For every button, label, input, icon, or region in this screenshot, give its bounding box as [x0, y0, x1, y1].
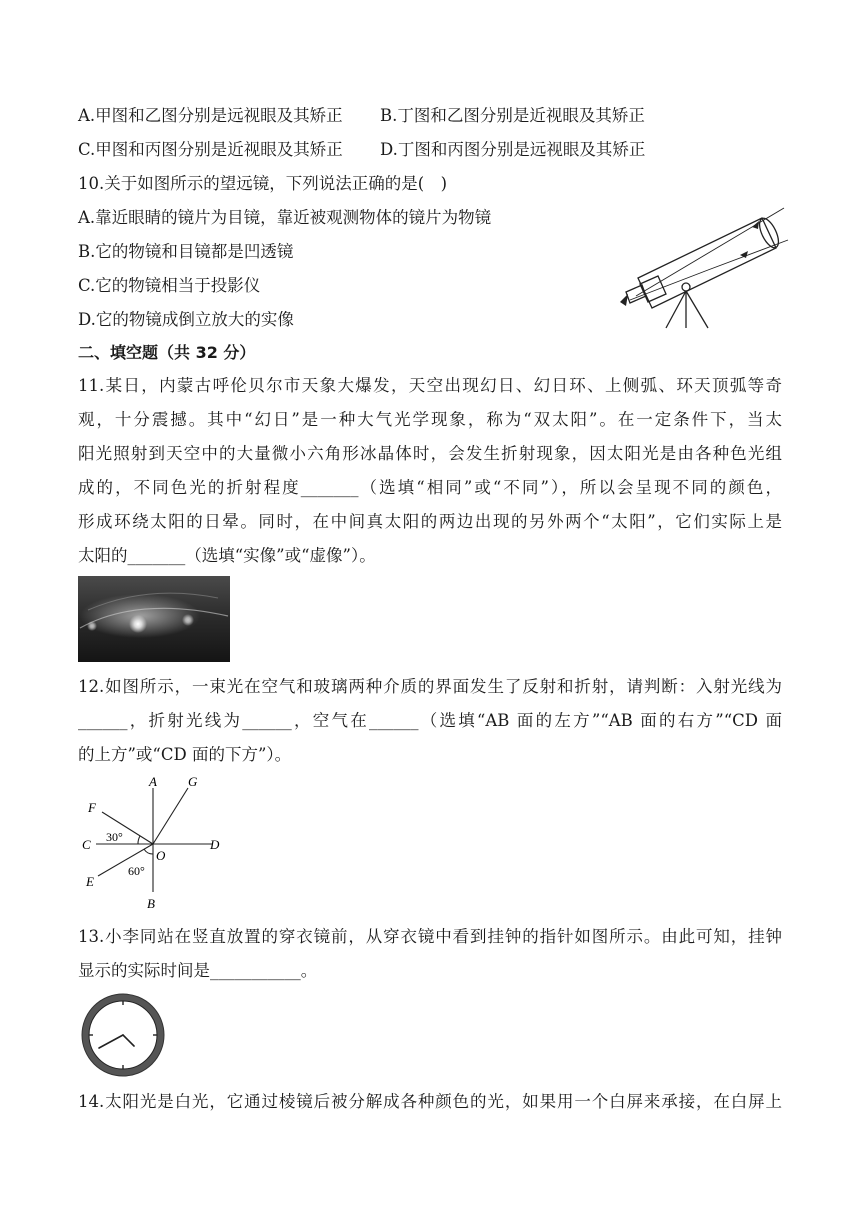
- q9-option-b: B.丁图和乙图分别是近视眼及其矫正: [380, 106, 645, 125]
- label-A: A: [149, 774, 157, 789]
- q9-option-d: D.丁图和丙图分别是远视眼及其矫正: [380, 140, 646, 159]
- mirror-clock: [78, 990, 168, 1080]
- section-heading: 二、填空题（共 32 分）: [78, 343, 256, 362]
- refraction-diagram: [78, 774, 238, 914]
- q10-option-c: C.它的物镜相当于投影仪: [78, 276, 261, 295]
- q11-line-4: 成的，不同色光的折射程度_______（选填“相同”或“不同”），所以会呈现不同的颜色，: [78, 478, 782, 497]
- sun-halo-photo: [78, 576, 230, 662]
- label-G: G: [188, 774, 198, 789]
- q10-option-d: D.它的物镜成倒立放大的实像: [78, 310, 294, 329]
- q14-line-1: 14.太阳光是白光，它通过棱镜后被分解成各种颜色的光，如果用一个白屏来承接，在白屏上: [78, 1092, 782, 1111]
- angle-30: 30°: [106, 830, 123, 844]
- label-F: F: [88, 800, 96, 815]
- q12-line-1: 12.如图所示，一束光在空气和玻璃两种介质的界面发生了反射和折射，请判断：入射光线为: [78, 677, 782, 696]
- q11-line-1: 11.某日，内蒙古呼伦贝尔市天象大爆发，天空出现幻日、幻日环、上侧弧、环天顶弧等奇: [78, 376, 782, 395]
- label-B: B: [147, 896, 155, 911]
- q11-line-2: 观，十分震撼。其中“幻日”是一种大气光学现象，称为“双太阳”。在一定条件下，当太: [78, 410, 782, 429]
- q9-option-c: C.甲图和丙图分别是近视眼及其矫正: [78, 140, 343, 159]
- q10-option-b: B.它的物镜和目镜都是凹透镜: [78, 242, 294, 261]
- q11-line-3: 阳光照射到天空中的大量微小六角形冰晶体时，会发生折射现象，因太阳光是由各种色光组: [78, 444, 782, 463]
- q13-line-1: 13.小李同站在竖直放置的穿衣镜前，从穿衣镜中看到挂钟的指针如图所示。由此可知，挂钟: [78, 927, 782, 946]
- q11-line-5: 形成环绕太阳的日晕。同时，在中间真太阳的两边出现的另外两个“太阳”，它们实际上是: [78, 512, 782, 531]
- q9-option-a: A.甲图和乙图分别是远视眼及其矫正: [78, 106, 343, 125]
- label-E: E: [86, 874, 94, 889]
- angle-60: 60°: [128, 864, 145, 878]
- q10-stem: 10.关于如图所示的望远镜，下列说法正确的是( ): [78, 174, 448, 193]
- telescope-figure: [612, 200, 792, 330]
- label-O: O: [156, 848, 166, 863]
- q12-line-2: ______，折射光线为______，空气在______（选填“AB 面的左方”“AB 面的右方”“CD 面: [78, 711, 782, 730]
- q12-line-3: 的上方”或“CD 面的下方”）。: [78, 745, 292, 764]
- q13-line-2: 显示的实际时间是___________。: [78, 961, 318, 980]
- q10-option-a: A.靠近眼睛的镜片为目镜，靠近被观测物体的镜片为物镜: [78, 208, 492, 227]
- label-D: D: [210, 837, 220, 852]
- label-C: C: [82, 837, 91, 852]
- q11-line-6: 太阳的_______（选填“实像”或“虚像”）。: [78, 546, 376, 565]
